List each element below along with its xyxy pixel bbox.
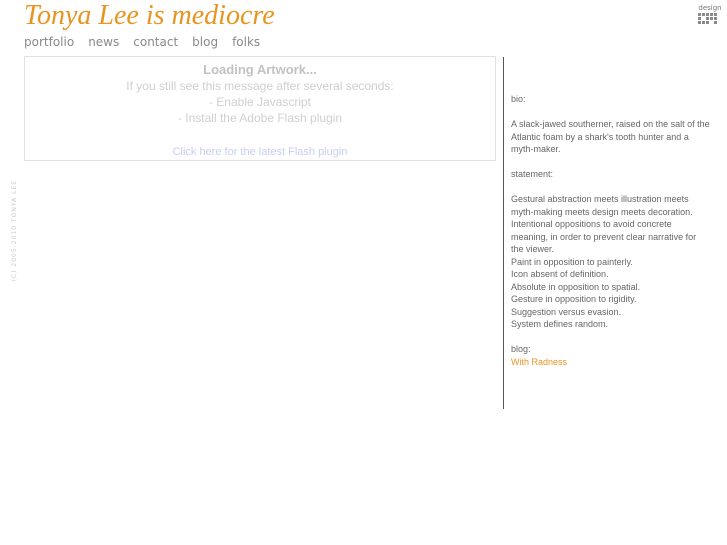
- copyright-text: (C) 2005-2010 TONYA LEE: [11, 180, 18, 282]
- design-badge[interactable]: [697, 4, 723, 24]
- statement-line: System defines random.: [511, 319, 609, 329]
- flash-placeholder: [24, 56, 496, 161]
- statement-line: Paint in opposition to painterly.: [511, 256, 633, 267]
- statement-line: Absolute in opposition to spatial.: [511, 281, 641, 292]
- nav-news[interactable]: news: [88, 35, 120, 49]
- nav-blog[interactable]: blog: [192, 35, 219, 49]
- nav-folks[interactable]: folks: [232, 35, 261, 49]
- bio-text: A slack-jawed southerner, raised on the salt of the Atlantic foam by a shark's tooth hunter and a myth-maker.: [511, 119, 710, 154]
- loading-title: Loading Artwork...: [203, 62, 317, 77]
- design-badge-label: design: [698, 4, 722, 12]
- statement-line: Suggestion versus evasion.: [511, 306, 622, 317]
- flash-message-line: If you still see this message after several seconds:: [126, 79, 394, 93]
- design-grid-icon: [698, 13, 723, 24]
- statement-label: statement:: [511, 169, 554, 179]
- vertical-divider: [503, 57, 504, 409]
- nav-portfolio[interactable]: portfolio: [24, 35, 75, 49]
- flash-message-line: - Install the Adobe Flash plugin: [177, 111, 343, 125]
- statement-line: Gestural abstraction meets illustration meets myth-making meets design meets decoration.: [511, 194, 693, 217]
- statement-line: Gesture in opposition to rigidity.: [511, 294, 637, 304]
- blog-label: blog:: [511, 344, 531, 354]
- blog-link[interactable]: With Radness: [511, 356, 568, 367]
- nav-contact[interactable]: contact: [133, 35, 179, 49]
- main-nav: [24, 35, 260, 49]
- flash-plugin-link[interactable]: Click here for the latest Flash plugin: [172, 146, 348, 158]
- statement-line: Icon absent of definition.: [511, 269, 609, 279]
- site-title[interactable]: Tonya Lee is mediocre: [24, 0, 275, 31]
- bio-label: bio:: [511, 94, 526, 104]
- sidebar: [511, 93, 711, 368]
- flash-message-line: - Enable Javascript: [208, 95, 312, 109]
- statement-line: Intentional oppositions to avoid concrete meaning, in order to prevent clear narrative for the viewer.: [511, 219, 697, 254]
